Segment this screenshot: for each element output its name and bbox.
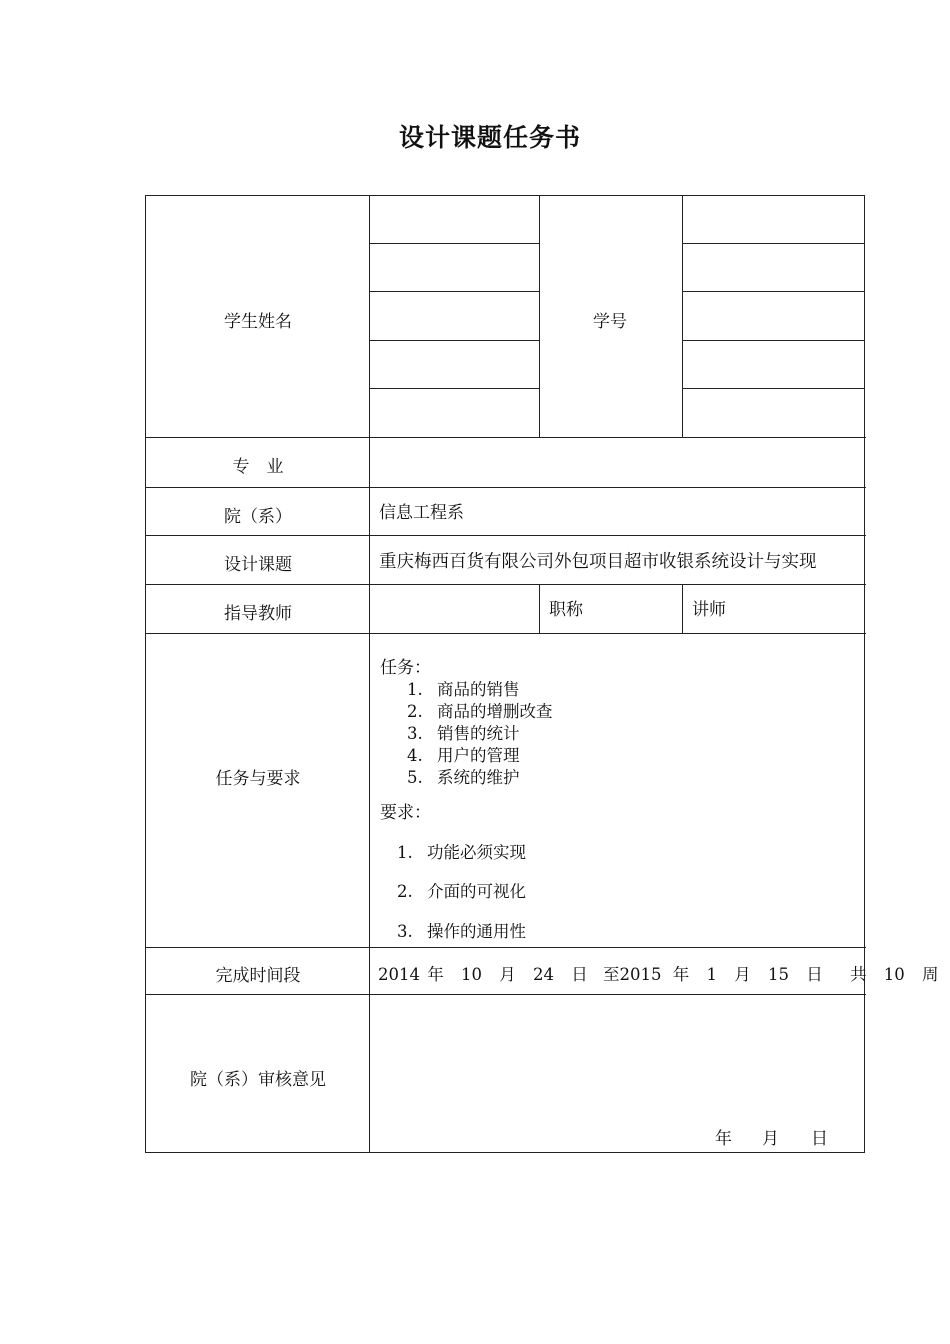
task-text: 用户的管理 xyxy=(437,746,520,765)
task-text: 系统的维护 xyxy=(437,768,520,787)
task-number: 4. xyxy=(407,746,423,765)
end-day: 15 xyxy=(768,965,789,984)
week-char: 周 xyxy=(922,965,939,984)
student-id-label: 学号 xyxy=(593,312,627,332)
department-label: 院（系） xyxy=(224,507,292,527)
start-month: 10 xyxy=(461,965,482,984)
column-divider xyxy=(539,584,540,633)
year-char: 年 xyxy=(672,965,690,984)
task-item xyxy=(407,679,520,701)
task-item xyxy=(407,745,520,767)
review-day: 日 xyxy=(811,1129,828,1149)
label-column-divider xyxy=(369,196,370,1153)
task-form-table xyxy=(145,195,939,1153)
major-label: 专 业 xyxy=(232,457,284,477)
completion-period xyxy=(378,964,939,986)
column-divider xyxy=(539,196,540,437)
requirement-number: 2. xyxy=(397,882,413,901)
id-subrow-divider xyxy=(683,340,865,341)
id-subrow-divider xyxy=(683,388,865,389)
requirement-item xyxy=(397,881,526,903)
requirement-item xyxy=(397,842,526,864)
review-year: 年 xyxy=(715,1129,732,1149)
start-day: 24 xyxy=(533,965,554,984)
requirement-text: 功能必须实现 xyxy=(427,843,526,862)
department-value: 信息工程系 xyxy=(379,503,464,523)
start-year: 2014 xyxy=(378,965,420,984)
topic-value: 重庆梅西百货有限公司外包项目超市收银系统设计与实现 xyxy=(379,552,817,572)
requirement-number: 1. xyxy=(397,843,413,862)
task-number: 1. xyxy=(407,680,423,699)
name-subrow-divider xyxy=(370,340,540,341)
document-title: 设计课题任务书 xyxy=(398,123,581,152)
row-divider xyxy=(146,487,866,488)
requirement-text: 介面的可视化 xyxy=(427,882,526,901)
id-subrow-divider xyxy=(683,243,865,244)
total-prefix: 共 xyxy=(850,965,867,984)
tasks-heading: 任务： xyxy=(380,658,431,678)
task-text: 商品的销售 xyxy=(437,680,520,699)
end-month: 1 xyxy=(706,965,717,984)
weeks-value: 10 xyxy=(883,965,905,984)
topic-label: 设计课题 xyxy=(224,555,292,575)
task-item xyxy=(407,767,520,789)
month-char: 月 xyxy=(734,965,751,984)
task-item xyxy=(407,701,553,723)
task-number: 3. xyxy=(407,724,423,743)
task-number: 2. xyxy=(407,702,423,721)
requirement-text: 操作的通用性 xyxy=(427,922,526,941)
year-char: 年 xyxy=(427,965,444,984)
job-title-value: 讲师 xyxy=(692,600,726,620)
id-subrow-divider xyxy=(683,291,865,292)
task-number: 5. xyxy=(407,768,423,787)
requirement-number: 3. xyxy=(397,922,413,941)
row-divider xyxy=(146,584,866,585)
row-divider xyxy=(146,947,866,948)
column-divider xyxy=(682,584,683,633)
review-month: 月 xyxy=(762,1129,779,1149)
column-divider xyxy=(682,196,683,437)
task-text: 销售的统计 xyxy=(437,724,520,743)
review-label: 院（系）审核意见 xyxy=(190,1070,326,1090)
advisor-label: 指导教师 xyxy=(224,604,292,624)
name-subrow-divider xyxy=(370,291,540,292)
name-subrow-divider xyxy=(370,388,540,389)
job-title-label: 职称 xyxy=(549,600,583,620)
requirement-item xyxy=(397,921,526,943)
requirements-heading: 要求： xyxy=(380,803,431,823)
end-year: 2015 xyxy=(619,965,662,984)
day-char: 日 xyxy=(806,965,823,984)
task-text: 商品的增删改查 xyxy=(437,702,553,721)
to-text: 至 xyxy=(603,965,620,984)
period-label: 完成时间段 xyxy=(215,966,301,986)
task-item xyxy=(407,723,520,745)
row-divider xyxy=(146,437,866,438)
name-subrow-divider xyxy=(370,243,540,244)
row-divider xyxy=(146,535,866,536)
month-char: 月 xyxy=(499,965,516,984)
day-char: 日 xyxy=(571,965,588,984)
row-divider xyxy=(146,633,866,634)
tasks-label: 任务与要求 xyxy=(215,769,301,789)
row-divider xyxy=(146,994,866,995)
student-name-label: 学生姓名 xyxy=(224,312,292,332)
